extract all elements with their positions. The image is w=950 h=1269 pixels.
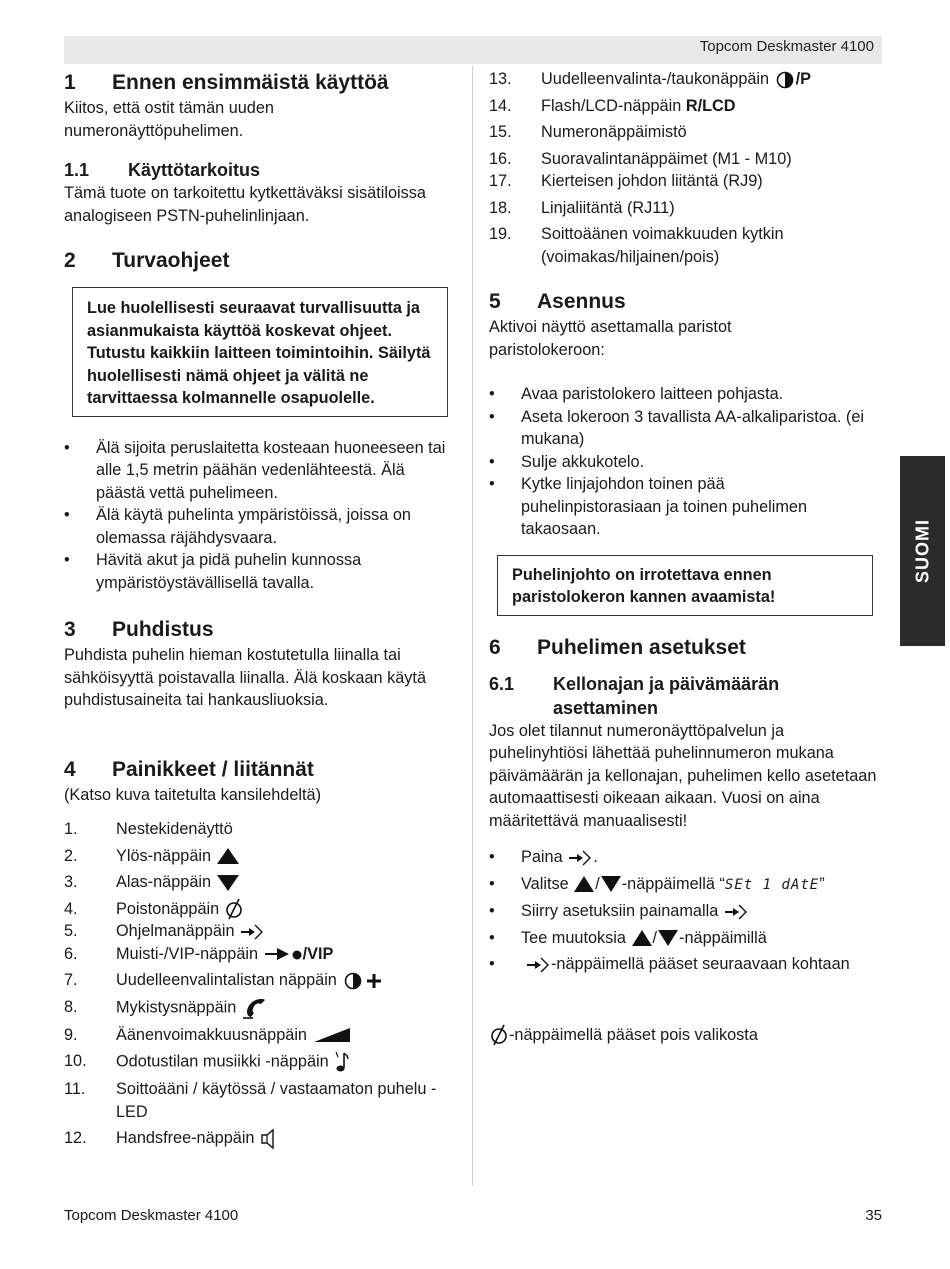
up-triangle-icon xyxy=(216,847,240,865)
program-icon xyxy=(521,956,551,974)
up-triangle-icon xyxy=(573,875,595,893)
section-6-1-heading: 6.1 Kellonajan ja päivämäärän asettaminen xyxy=(489,673,780,718)
list-item: 2. Ylös-näppäin xyxy=(64,845,456,868)
section-1-text: Kiitos, että ostit tämän uuden numeronäyttöpuhelimen. xyxy=(64,99,274,140)
down-triangle-icon xyxy=(600,875,622,893)
section-5-heading: 5 Asennus xyxy=(489,290,626,313)
list-item: • Älä käytä puhelinta ympäristöissä, joissa on olemassa räjähdysvaara. xyxy=(64,506,411,547)
section-4-heading: 4 Painikkeet / liitännät xyxy=(64,757,314,781)
list-item: • Sulje akkukotelo. xyxy=(489,452,645,471)
memory-icon xyxy=(263,945,303,963)
list-item: 12. Handsfree-näppäin xyxy=(64,1127,456,1150)
list-item: 18. Linjaliitäntä (RJ11) xyxy=(489,198,675,217)
list-item: 17. Kierteisen johdon liitäntä (RJ9) xyxy=(489,172,763,190)
list-item: • -näppäimellä pääset seuraavaan kohtaan xyxy=(489,955,850,973)
down-triangle-icon xyxy=(216,874,240,892)
installation-bullets xyxy=(489,383,885,541)
section-1-1-text: Tämä tuote on tarkoitettu kytkettäväksi sisätiloissa analogiseen PSTN-puhelinlinjaan. xyxy=(64,184,426,225)
up-triangle-icon xyxy=(631,929,653,947)
music-icon xyxy=(333,1050,351,1074)
speaker-icon xyxy=(259,1128,279,1150)
side-tab-label: SUOMI xyxy=(912,518,932,584)
safety-warning-box: Lue huolellisesti seuraavat turvallisuutta ja asianmukaista käyttöä koskevat ohjeet. Tutustu kaikkiin laitteen toimintoihin. Säilytä huolellisesti nämä ohjeet ja välitä ne tarvittaessa kolmannelle osapuolelle. xyxy=(72,287,448,417)
list-item: 8. Mykistysnäppäin xyxy=(64,996,456,1020)
section-3-heading: 3 Puhdistus xyxy=(64,618,214,641)
list-item: • Älä sijoita peruslaitetta kosteaan huoneeseen tai alle 1,5 metrin päähän vedenlähteestä. Älä päästä vettä puhelimeen. xyxy=(64,438,446,502)
volume-icon xyxy=(312,1026,352,1044)
list-item: 16. Suoravalintanäppäimet (M1 - M10) xyxy=(489,149,792,168)
list-item: • Avaa paristolokero laitteen pohjasta. xyxy=(489,385,784,403)
list-item: • Aseta lokeroon 3 tavallista AA-alkaliparistoa. (ei mukana) xyxy=(489,407,864,448)
down-triangle-icon xyxy=(657,929,679,947)
safety-bullets xyxy=(64,437,456,595)
list-item: • Siirry asetuksiin painamalla xyxy=(489,900,885,923)
list-item: • Tee muutoksia / -näppäimillä xyxy=(489,928,767,947)
list-item: 13. Uudelleenvalinta-/taukonäppäin /P xyxy=(489,70,812,88)
program-icon xyxy=(723,903,749,921)
redial-pause-icon xyxy=(774,71,796,89)
redial-plus-icon xyxy=(341,972,383,990)
exit-menu-note: -näppäimellä pääset pois valikosta xyxy=(489,1024,885,1047)
list-item: 6. Muisti-/VIP-näppäin /VIP xyxy=(64,944,334,963)
list-item: • Valitse / -näppäimellä “SEt 1 dAtE” xyxy=(489,874,825,893)
section-2-heading: 2 Turvaohjeet xyxy=(64,249,230,272)
button-list-continued xyxy=(489,68,885,268)
list-item: 19. Soittoäänen voimakkuuden kytkin (voimakas/hiljainen/pois) xyxy=(489,225,784,266)
section-6-1-text: Jos olet tilannut numeronäyttöpalvelun ja puhelinyhtiösi lähettää puhelinnumeron mukana päivämäärän ja kellonajan, puhelimen kello asetetaan automaattisesti oikeaan aikaan. Vuosi on aina määritettävä manuaalisesti! xyxy=(489,721,877,830)
list-item: • Kytke linjajohdon toinen pää puhelinpistorasiaan ja toinen puhelimen takaosaan. xyxy=(489,475,808,538)
list-item: • Hävitä akut ja pidä puhelin kunnossa ympäristöystävällisellä tavalla. xyxy=(64,551,362,592)
header-title: Topcom Deskmaster 4100 xyxy=(699,38,874,55)
list-item: 11. Soittoääni / käytössä / vastaamaton puhelu -LED xyxy=(64,1080,437,1121)
list-item: • Paina . xyxy=(489,848,598,866)
left-column xyxy=(64,66,456,1150)
mute-icon xyxy=(241,996,269,1020)
program-icon xyxy=(239,923,265,941)
section-6-heading: 6 Puhelimen asetukset xyxy=(489,635,746,659)
section-1-1-heading: 1.1 Käyttötarkoitus xyxy=(64,160,261,180)
lcd-text: SEt 1 dAtE xyxy=(724,876,820,893)
column-divider xyxy=(472,66,473,1186)
program-icon xyxy=(567,849,593,867)
page-number: 35 xyxy=(865,1207,882,1224)
list-item: 4. Poistonäppäin xyxy=(64,898,456,921)
section-1-heading: 1 Ennen ensimmäistä käyttöä xyxy=(64,71,389,94)
clock-setup-steps xyxy=(489,846,885,976)
language-side-tab xyxy=(900,456,945,646)
delete-icon xyxy=(489,1024,509,1046)
list-item: 3. Alas-näppäin xyxy=(64,871,456,894)
list-item: 1. Nestekidenäyttö xyxy=(64,820,233,838)
page-header-bar xyxy=(64,36,882,64)
list-item: 14. Flash/LCD-näppäin R/LCD xyxy=(489,96,736,115)
section-3-text: Puhdista puhelin hieman kostutetulla liinalla tai sähköisyyttä poistavalla liinalla. Älä koskaan käytä puhdistusaineita tai hankausliuoksia. xyxy=(64,646,426,709)
list-item: 10. Odotustilan musiikki -näppäin xyxy=(64,1050,456,1074)
footer-title: Topcom Deskmaster 4100 xyxy=(64,1207,239,1224)
list-item: 9. Äänenvoimakkuusnäppäin xyxy=(64,1024,456,1047)
cord-warning-box: Puhelinjohto on irrotettava ennen paristolokeron kannen avaamista! xyxy=(497,555,873,616)
right-column xyxy=(489,66,885,1046)
section-5-text: Aktivoi näyttö asettamalla paristot paristolokeroon: xyxy=(489,318,732,359)
list-item: 15. Numeronäppäimistö xyxy=(489,123,687,141)
delete-icon xyxy=(224,898,244,920)
list-item: 5. Ohjelmanäppäin xyxy=(64,920,456,943)
section-4-subtitle: (Katso kuva taitetulta kansilehdeltä) xyxy=(64,785,322,804)
button-list xyxy=(64,818,456,1150)
list-item: 7. Uudelleenvalintalistan näppäin xyxy=(64,969,456,992)
